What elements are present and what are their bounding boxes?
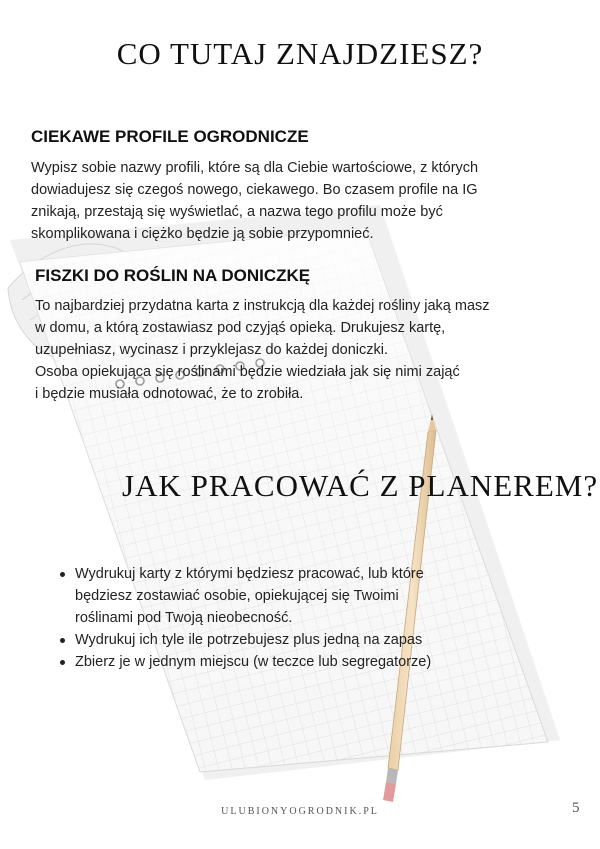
flashcards-line: w domu, a którą zostawiasz pod czyjąś opieką. Drukujesz kartę, [35,320,446,336]
list-item-line: Wydrukuj ich tyle ile potrzebujesz plus jedną na zapas [75,632,423,648]
page-title: CO TUTAJ ZNAJDZIESZ? [116,36,484,71]
list-item [58,651,431,673]
flashcards-line: Osoba opiekująca się roślinami będzie wiedziała jak się nimi zająć [35,364,460,380]
profiles-description [31,157,478,245]
profiles-line: dowiadujesz się czegoś nowego, ciekawego. Bo czasem profile na IG [31,182,478,198]
list-item [58,629,431,651]
instructions-list [58,563,431,673]
profiles-line: znikają, przestają się wyświetlać, a nazwa tego profilu może być [31,204,443,220]
list-item-line: Wydrukuj karty z którymi będziesz pracować, lub które [75,566,424,582]
list-item-line: będziesz zostawiać osobie, opiekującej się Twoimi [75,588,399,604]
page-number: 5 [572,800,580,816]
flashcards-heading: FISZKI DO ROŚLIN NA DONICZKĘ [35,266,311,285]
list-item-line: Zbierz je w jednym miejscu (w teczce lub segregatorze) [75,654,432,670]
flashcards-line: i będzie musiała odnotować, że to zrobiła. [35,386,304,402]
profiles-line: skomplikowana i ciężko będzie ją sobie przypomnieć. [31,226,374,242]
flashcards-line: To najbardziej przydatna karta z instrukcją dla każdej rośliny jaką masz [35,298,490,314]
flashcards-line: uzupełniasz, wycinasz i przyklejasz do każdej doniczki. [35,342,388,358]
profiles-heading: CIEKAWE PROFILE OGRODNICZE [31,127,309,146]
flashcards-description [35,295,490,405]
list-item-line: roślinami pod Twoją nieobecność. [75,610,293,626]
list-item [58,563,431,629]
profiles-line: Wypisz sobie nazwy profili, które są dla Ciebie wartościowe, z których [31,160,479,176]
footer-site: ULUBIONYOGRODNIK.PL [221,806,379,817]
how-to-title: JAK PRACOWAĆ Z PLANEREM? [122,468,599,503]
